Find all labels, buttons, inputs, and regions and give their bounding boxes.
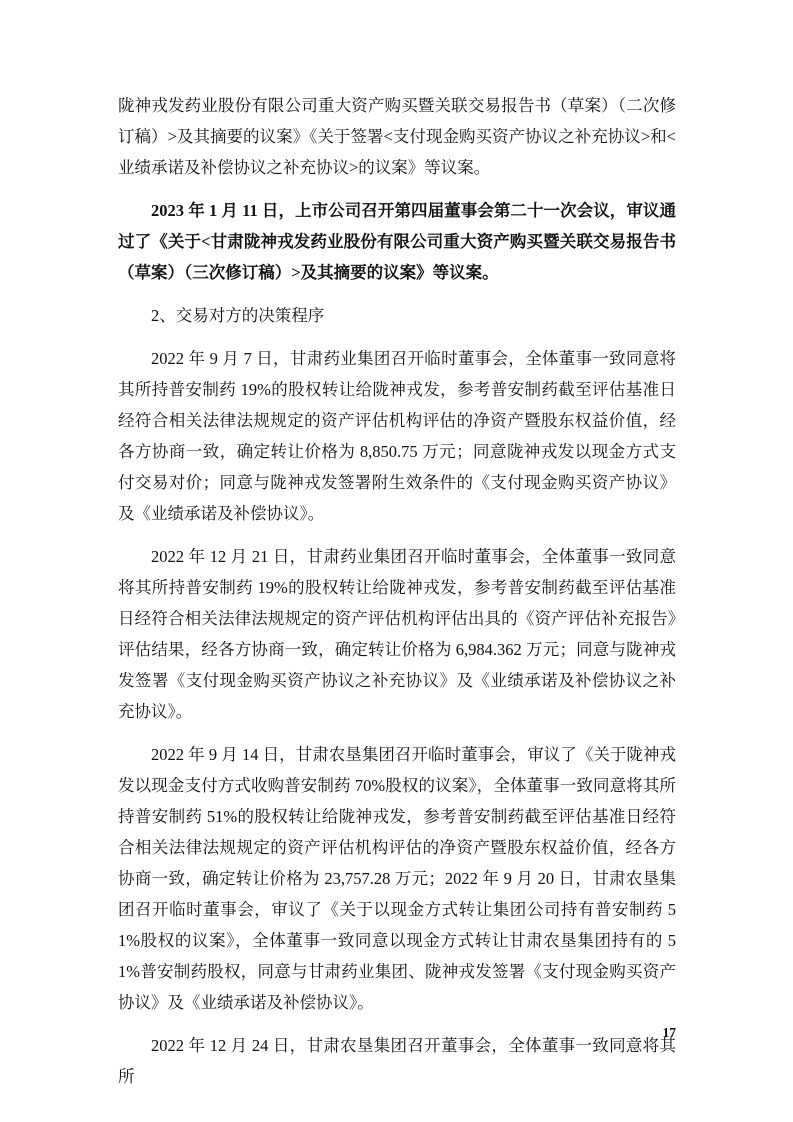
section-heading: 2、交易对方的决策程序 [151,306,325,325]
paragraph-body: 2022 年 9 月 7 日，甘肃药业集团召开临时董事会，全体董事一致同意将其所持普安制药 19%的股权转让给陇神戎发，参考普安制药截至评估基准日经符合相关法律法规规定的资产评估机构评估的净资产暨股东权益价值，经各方协商一致，确定转让价格为 8,850.75 万元；同意陇神戎发以现金方式支付交易对价；同意与陇神戎发签署附生效条件的《支付现金购买资产协议》及《业绩承诺及补偿协议》。 [118,349,676,523]
paragraph-bold-resolution: 2023 年 1 月 11 日，上市公司召开第四届董事会第二十一次会议，审议通过了《关于<甘肃陇神戎发药业股份有限公司重大资产购买暨关联交易报告书（草案）（三次修订稿）>及其摘要的议案》等议案。 [118,201,676,282]
paragraph-body: 2022 年 12 月 24 日，甘肃农垦集团召开董事会，全体董事一致同意将其所 [118,1036,676,1086]
paragraph-continuation: 陇神戎发药业股份有限公司重大资产购买暨关联交易报告书（草案）（二次修订稿）>及其摘要的议案》《关于签署<支付现金购买资产协议之补充协议>和<业绩承诺及补偿协议之补充协议>的议案》等议案。 [118,96,676,177]
paragraph-body: 2022 年 9 月 14 日，甘肃农垦集团召开临时董事会，审议了《关于陇神戎发以现金支付方式收购普安制药 70%股权的议案》，全体董事一致同意将其所持普安制药 51%的股权转让给陇神戎发，参考普安制药截至评估基准日经符合相关法律法规规定的资产评估机构评估的净资产暨股东权益价值，经各方协商一致，确定转让价格为 23,757.28 万元；2022 年 9 月 20 日，甘肃农垦集团召开临时董事会，审议了《关于以现金方式转让集团公司持有普安制药 51%股权的议案》，全体董事一致同意以现金方式转让甘肃农垦集团持有的 51%普安制药股权，同意与甘肃药业集团、陇神戎发签署《支付现金购买资产协议》及《业绩承诺及补偿协议》。 [118,745,676,1012]
page-number: 17 [662,1025,676,1040]
paragraph-body: 2022 年 12 月 21 日，甘肃药业集团召开临时董事会，全体董事一致同意将其所持普安制药 19%的股权转让给陇神戎发，参考普安制药截至评估基准日经符合相关法律法规规定的资产评估机构评估出具的《资产评估补充报告》评估结果，经各方协商一致，确定转让价格为 6,984.362 万元；同意与陇神戎发签署《支付现金购买资产协议之补充协议》及《业绩承诺及补偿协议之补充协议》。 [118,547,676,721]
text-block [118,90,676,1104]
